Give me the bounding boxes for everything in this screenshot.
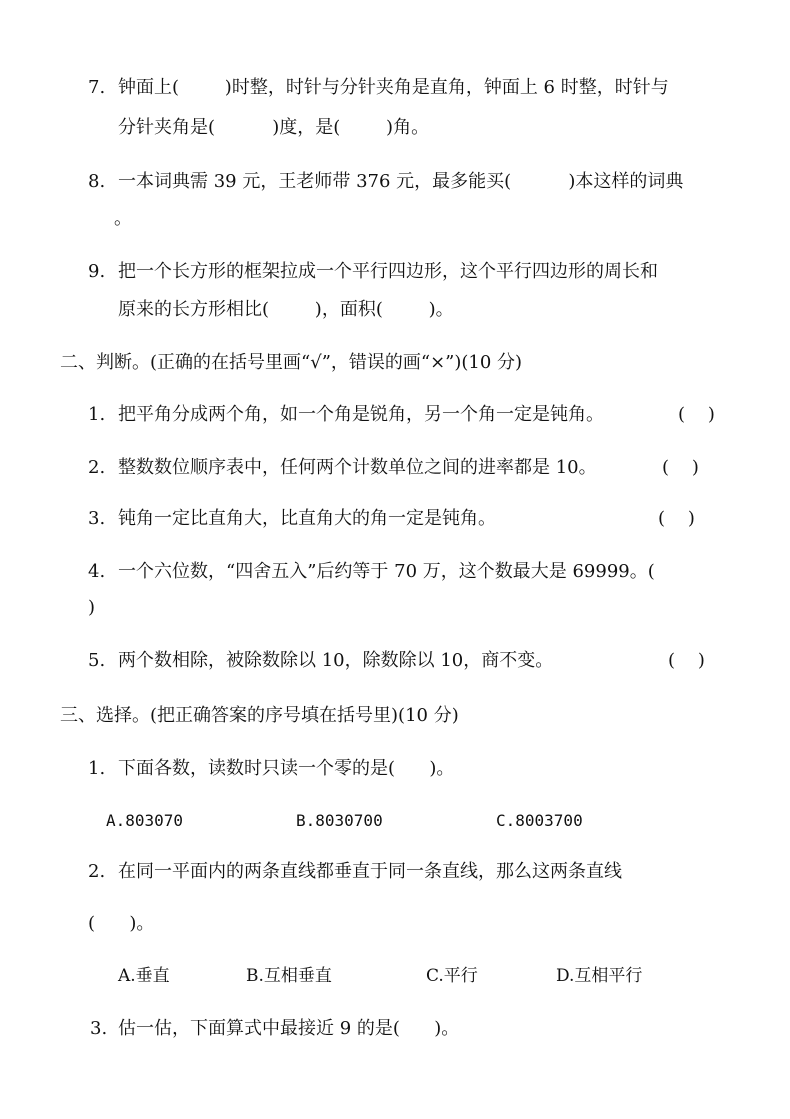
question-9-text-line1: 把一个长方形的框架拉成一个平行四边形，这个平行四边形的周长和 (118, 261, 658, 282)
choice-2-option-c: C.平行 (426, 966, 478, 986)
judge-4-number: 4. (88, 561, 106, 582)
judge-1-number: 1. (88, 404, 106, 425)
judge-4-text-line2: ) (88, 597, 96, 618)
choice-1-option-c: C.8003700 (496, 811, 583, 830)
judge-2-number: 2. (88, 457, 106, 478)
choice-3-text: 估一估，下面算式中最接近 9 的是( )。 (118, 1018, 460, 1039)
section-3-heading: 三、选择。(把正确答案的序号填在括号里)(10 分) (60, 705, 459, 726)
choice-1-number: 1. (88, 758, 106, 779)
choice-1-option-b: B.8030700 (296, 811, 383, 830)
judge-2-text: 整数数位顺序表中，任何两个计数单位之间的进率都是 10。 (118, 457, 597, 478)
question-8-number: 8. (88, 171, 106, 192)
judge-4-text: 一个六位数，“四舍五入”后约等于 70 万，这个数最大是 69999。( (118, 561, 655, 582)
judge-1-text: 把平角分成两个角，如一个角是锐角，另一个角一定是钝角。 (118, 404, 604, 425)
choice-2-text: 在同一平面内的两条直线都垂直于同一条直线，那么这两条直线 (118, 861, 622, 882)
section-2-heading: 二、判断。(正确的在括号里画“√”，错误的画“×”)(10 分) (60, 352, 523, 373)
choice-1-text: 下面各数，读数时只读一个零的是( )。 (118, 758, 455, 779)
judge-3-text: 钝角一定比直角大，比直角大的角一定是钝角。 (118, 508, 496, 529)
question-7-text-line1: 钟面上( )时整，时针与分针夹角是直角，钟面上 6 时整，时针与 (118, 77, 669, 98)
choice-2-text-line2: ( )。 (88, 913, 155, 934)
choice-2-option-d: D.互相平行 (556, 966, 643, 986)
judge-5-text: 两个数相除，被除数除以 10，除数除以 10，商不变。 (118, 650, 554, 671)
question-8-text-line1: 一本词典需 39 元，王老师带 376 元，最多能买( )本这样的词典 (118, 171, 684, 192)
choice-2-option-b: B.互相垂直 (246, 966, 332, 986)
choice-3-number: 3. (90, 1018, 108, 1039)
question-7-text-line2: 分针夹角是( )度，是( )角。 (118, 117, 430, 138)
question-7-number: 7. (88, 77, 106, 98)
judge-5-number: 5. (88, 650, 106, 671)
choice-1-option-a: A.803070 (106, 811, 184, 830)
choice-2-number: 2. (88, 861, 106, 882)
judge-1-answer-paren: ( ) (678, 404, 715, 425)
choice-2-option-a: A.垂直 (118, 966, 170, 986)
judge-5-answer-paren: ( ) (668, 650, 705, 671)
judge-3-number: 3. (88, 508, 106, 529)
question-8-text-line2: 。 (114, 208, 132, 229)
judge-2-answer-paren: ( ) (662, 457, 699, 478)
question-9-text-line2: 原来的长方形相比( )，面积( )。 (118, 299, 454, 320)
judge-3-answer-paren: ( ) (658, 508, 695, 529)
question-9-number: 9. (88, 261, 106, 282)
